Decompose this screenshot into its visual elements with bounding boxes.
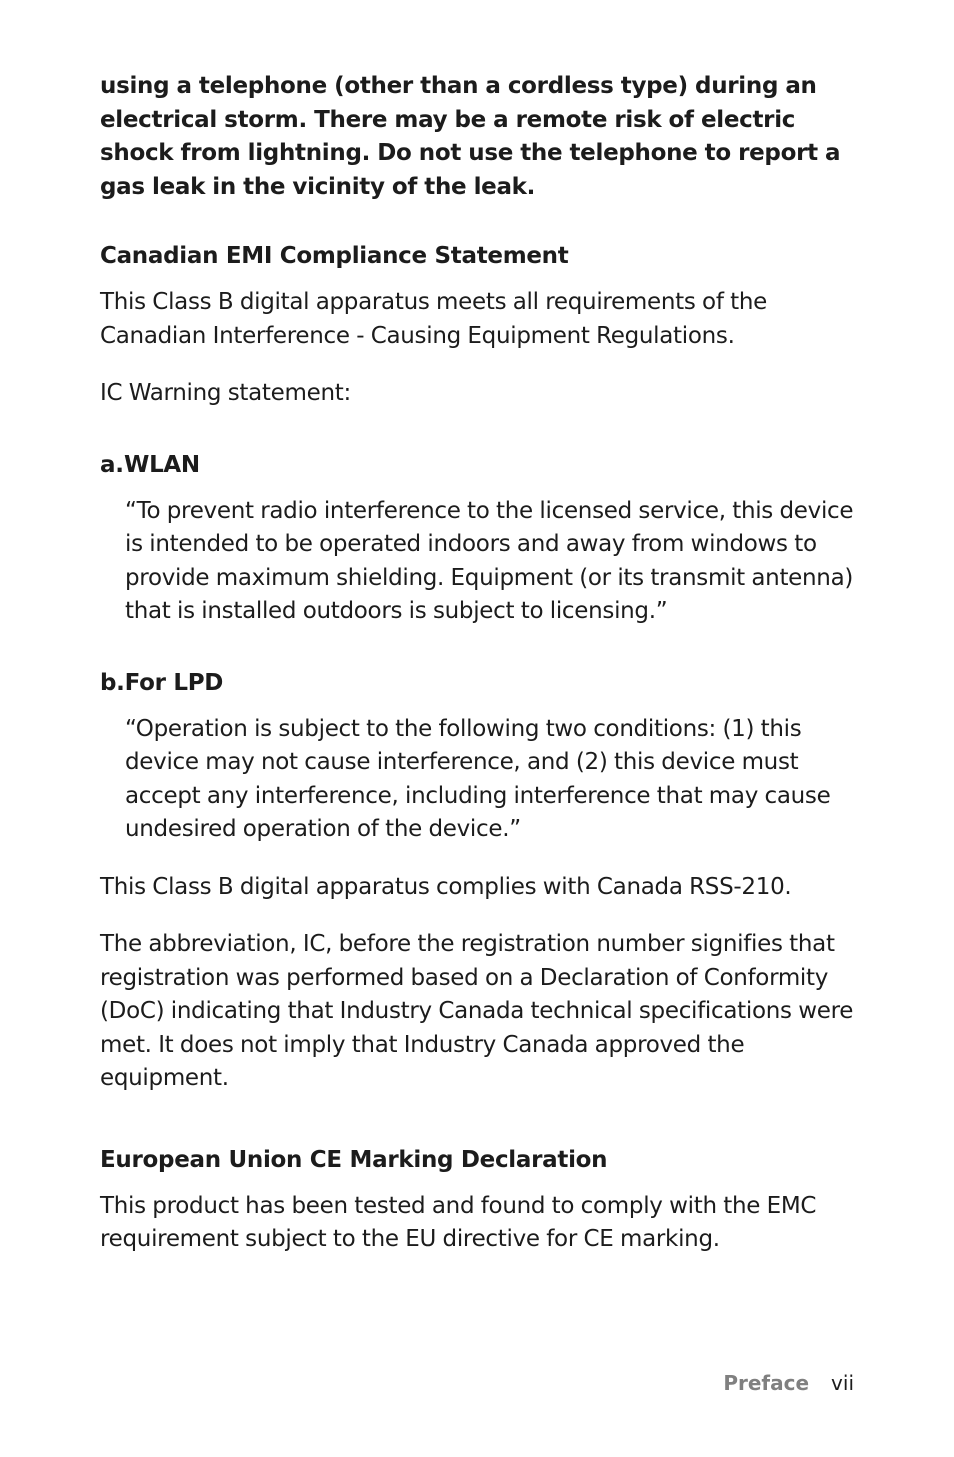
footer-page-number: vii (831, 1371, 854, 1395)
list-title: WLAN (124, 451, 200, 478)
list-heading-wlan (100, 449, 860, 482)
canadian-emi-heading: Canadian EMI Compliance Statement (100, 243, 569, 269)
rss-statement: This Class B digital apparatus complies with Canada RSS-210. (100, 873, 792, 900)
list-title: For LPD (124, 669, 224, 696)
lpd-quote: “Operation is subject to the following two conditions: (1) this device may not cause interference, and (2) this device must accept any interference, including interference that may cause undesired operation of the device.” (125, 715, 831, 842)
list-heading-lpd (100, 667, 860, 700)
list-marker: a. (100, 451, 124, 478)
page-content (100, 70, 860, 1257)
warning-continuation: using a telephone (other than a cordless type) during an electrical storm. There may be a remote risk of electric shock from lightning. Do not use the telephone to report a gas leak in the vicinity of the leak. (100, 73, 841, 200)
ic-abbreviation-statement: The abbreviation, IC, before the registration number signifies that registration was performed based on a Declaration of Conformity (DoC) indicating that Industry Canada technical specifications were met. It does not imply that Industry Canada approved the equipment. (100, 931, 854, 1091)
list-marker: b. (100, 669, 125, 696)
wlan-quote: “To prevent radio interference to the licensed service, this device is intended to be operated indoors and away from windows to provide maximum shielding. Equipment (or its transmit antenna) that is installed outdoors is subject to licensing.” (125, 497, 854, 624)
eu-ce-heading: European Union CE Marking Declaration (100, 1146, 608, 1173)
page-footer (723, 1368, 854, 1398)
footer-section-name: Preface (723, 1371, 810, 1395)
eu-ce-statement: This product has been tested and found to comply with the EMC requirement subject to the EU directive for CE marking. (100, 1192, 817, 1252)
ic-warning-label: IC Warning statement: (100, 380, 351, 406)
canadian-emi-statement: This Class B digital apparatus meets all requirements of the Canadian Interference - Causing Equipment Regulations. (100, 289, 767, 349)
